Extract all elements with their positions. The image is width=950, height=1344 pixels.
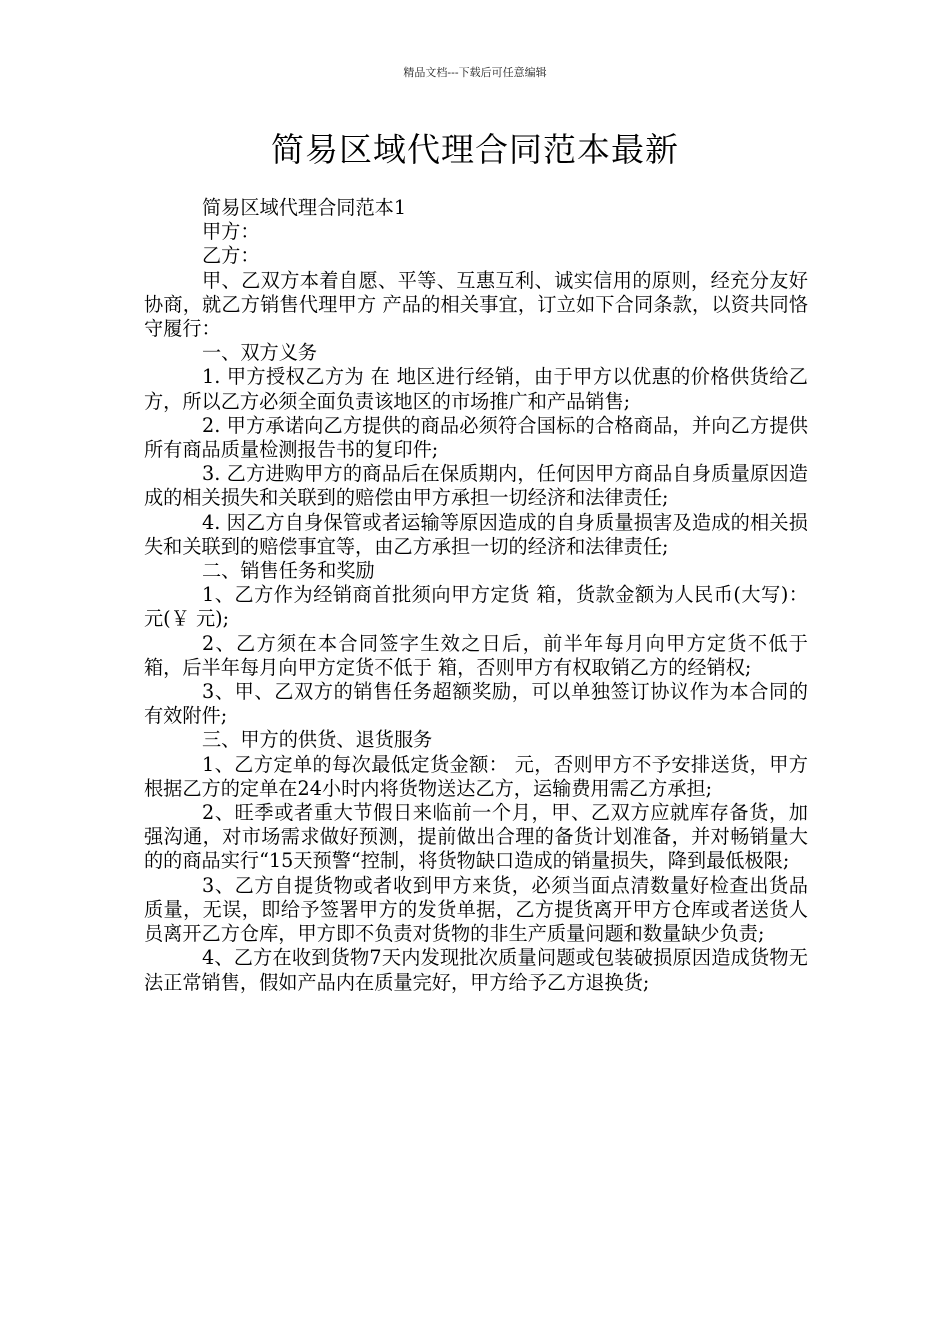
clause-3-3: 3、乙方自提货物或者收到甲方来货，必须当面点清数量好检查出货品质量，无误，即给予签署甲方的发货单据，乙方提货离开甲方仓库或者送货人员离开乙方仓库，甲方即不负责对货物的非生产质量问题和数量缺少负责;: [144, 873, 808, 946]
clause-3-2: 2、旺季或者重大节假日来临前一个月，甲、乙双方应就库存备货，加强沟通，对市场需求做好预测，提前做出合理的备货计划准备，并对畅销量大的的商品实行“15天预警“控制，将货物缺口造成的销量损失，降到最低极限;: [144, 801, 808, 873]
clause-2-2: 2、乙方须在本合同签字生效之日后，前半年每月向甲方定货不低于 箱，后半年每月向甲方定货不低于 箱，否则甲方有权取销乙方的经销权;: [144, 631, 808, 679]
paragraph-subtitle: 简易区域代理合同范本1: [202, 196, 407, 219]
clause-2-1: 1、乙方作为经销商首批须向甲方定货 箱，货款金额为人民币(大写)： 元(￥ 元);: [144, 583, 808, 631]
document-body: [144, 196, 808, 995]
clause-3-4: 4、乙方在收到货物7天内发现批次质量问题或包装破损原因造成货物无法正常销售，假如产品内在质量完好，甲方给予乙方退换货;: [144, 946, 808, 994]
paragraph-party-b: 乙方：: [202, 244, 260, 268]
clause-3-1: 1、乙方定单的每次最低定货金额： 元，否则甲方不予安排送货，甲方根据乙方的定单在24小时内将货物送达乙方，运输费用需乙方承担;: [144, 752, 808, 800]
clause-1-1: 1. 甲方授权乙方为 在 地区进行经销，由于甲方以优惠的价格供货给乙方，所以乙方必须全面负责该地区的市场推广和产品销售;: [144, 365, 808, 413]
clause-1-4: 4. 因乙方自身保管或者运输等原因造成的自身质量损害及造成的相关损失和关联到的赔偿事宜等，由乙方承担一切的经济和法律责任;: [144, 510, 808, 558]
paragraph-preamble: 甲、乙双方本着自愿、平等、互惠互利、诚实信用的原则，经充分友好协商，就乙方销售代理甲方 产品的相关事宜，订立如下合同条款，以资共同恪守履行：: [144, 268, 808, 341]
clause-1-3: 3. 乙方进购甲方的商品后在保质期内，任何因甲方商品自身质量原因造成的相关损失和关联到的赔偿由甲方承担一切经济和法律责任;: [144, 462, 808, 510]
clause-2-3: 3、甲、乙双方的销售任务超额奖励，可以单独签订协议作为本合同的有效附件;: [144, 680, 808, 728]
document-title: 简易区域代理合同范本最新: [271, 130, 679, 169]
section-heading-3: 三、甲方的供货、退货服务: [202, 728, 433, 752]
clause-1-2: 2. 甲方承诺向乙方提供的商品必须符合国标的合格商品，并向乙方提供所有商品质量检测报告书的复印件;: [144, 413, 808, 462]
section-heading-2: 二、销售任务和奖励: [202, 559, 375, 583]
paragraph-party-a: 甲方：: [202, 220, 260, 244]
section-heading-1: 一、双方义务: [202, 341, 318, 365]
header-note: 精品文档---下载后可任意编辑: [403, 66, 547, 79]
